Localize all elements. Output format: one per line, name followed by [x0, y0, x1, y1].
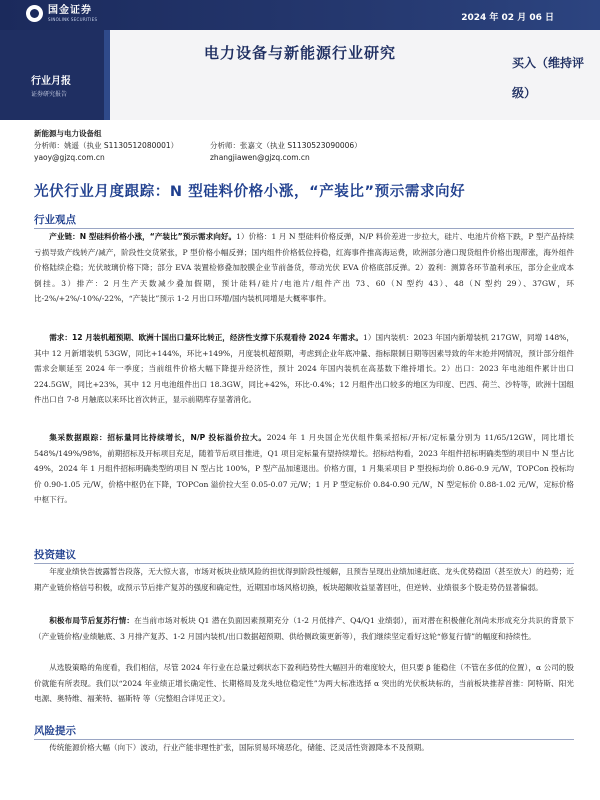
paragraph-lead: 产业链：N 型硅料价格小涨，“产装比”预示需求向好。 — [49, 232, 237, 241]
paragraph-lead: 集采数据跟踪：招标量同比持续增长，N/P 投标溢价拉大。 — [49, 433, 267, 442]
header-left-stripe — [104, 30, 110, 120]
paragraph-body: 在当前市场对板块 Q1 潜在负面因素预期充分（1-2 月低排产、Q4/Q1 业绩弱），而对潜在积极催化剂尚未形成充分共识的背景下（产业链价格/业绩触底、3 月排产复苏、1-2 月国内装机/出口数据超预期、供给侧政策更新等），我们继续坚定看好这轮“修复行情”的幅度和持续性。 — [34, 616, 575, 641]
logo-name-en: SINOLINK SECURITIES — [48, 16, 98, 22]
paragraph-lead: 积极布局节后复苏行情： — [49, 616, 135, 625]
paragraph-recovery — [34, 613, 574, 644]
paragraph-body: 1）价格：1 月 N 型硅料价格反弹，N/P 料价差进一步拉大，硅片、电池片价格下跌，P 型产品持续亏损导致产线转产/减产，阶段性交货紧张，P 型价格小幅反弹；国内组件价格低位持稳，红海事件推高海运费，欧洲部分港口现货组件价格出现滞涨，海外组件价格陆续企稳；光伏玻璃价格下降；部分 EVA 装置检修叠加胶膜企业节前备货，带动光伏 EVA 价格底部反弹。2）盈利：测算各环节盈利承压，部分企业成本倒挂。3）排产：2 月生产天数减少叠加假期，预计硅料/硅片/电池片/组件产出 73、60（N 型约 43）、48（N 型约 29）、37GW，环比-2%/+2%/-10%/-22%，“产装比”预示 1-2 月出口环增/国内装机同增是大概率事件。 — [34, 232, 575, 303]
sector-group: 新能源与电力设备组 — [34, 129, 102, 138]
section-investment — [34, 547, 574, 564]
paragraph-procurement — [34, 430, 574, 508]
report-type: 行业月报 — [31, 76, 71, 87]
paragraph-body: 传统能源价格大幅（向下）波动，行业产能非理性扩张，国际贸易环境恶化，储能、泛灵活性资源降本不及预期。 — [49, 743, 429, 752]
paragraph-lead: 需求：12 月装机超预期、欧洲十国出口量环比转正，经济性支撑下乐观看待 2024 年需求。 — [49, 333, 363, 342]
logo-icon — [26, 5, 43, 22]
section-title: 行业观点 — [34, 212, 574, 229]
paragraph-stock-picks — [34, 660, 574, 707]
rating-badge: 买入（维持评级） — [512, 56, 585, 100]
paragraph-body: 2024 年 1 月央国企光伏组件集采招标/开标/定标量分别为 11/65/12GW，同比增长 548%/149%/98%，前期招标及开标项目充足，随着节后项目推进，Q1 项目定标量有望持续增长。招标结构看，2023 年组件招标明确类型的项目中 N 型占比 49%，2024 年 1 月组件招标明确类型的项目 N 型占比 100%，P 型产品加速退出。价格方面，1 月集采项目 P 型投标均价 0.86-0.9 元/W，TOPCon 投标均价 0.90-1.05 元/W，价格中枢仍在下降，TOPCon 溢价拉大至 0.05-0.07 元/W；1 月 P 型定标价 0.84-0.90 元/W，N 型定标价 0.88-1.02 元/W，定标价格中枢下行。 — [34, 433, 574, 504]
paragraph-demand — [34, 330, 574, 408]
paragraph-body: 从选股策略的角度看，我们相信，尽管 2024 年行业在总量过剩状态下盈利趋势性大幅回升的难度较大，但只要 β 能稳住（不管在多低的位置），α 公司的股价就能有所表现。我们以“2024 年业绩正增长确定性、长期格局及龙头地位稳定性”为两大标准选择 α 突出的光伏板块标的，当前板块推荐首推：阿特斯、阳光电源、奥特维、福莱特、福斯特 等（完整组合详见正文）。 — [34, 663, 574, 703]
section-risk — [34, 723, 574, 740]
company-logo — [26, 5, 97, 22]
analyst-2-email[interactable]: zhangjiawen@gjzq.com.cn — [210, 153, 310, 162]
section-title: 风险提示 — [34, 723, 574, 740]
report-headline: 光伏行业月度跟踪：N 型硅料价格小涨，“产装比”预示需求向好 — [34, 184, 466, 200]
paragraph-supply-chain — [34, 229, 574, 307]
logo-name-cn: 国金证券 — [48, 4, 92, 16]
report-subtype: 证券研究报告 — [31, 91, 68, 98]
report-title: 电力设备与新能源行业研究 — [204, 44, 397, 62]
analyst-1-email[interactable]: yaoy@gjzq.com.cn — [34, 153, 105, 162]
section-industry-view — [34, 212, 574, 229]
paragraph-body: 年度业绩快告披露暂告段落，无大惊大喜，市场对板块业绩风险的担忧得到阶段性缓解，且预告呈现出业绩加速赶底、龙头优势稳固（甚至放大）的趋势；近期产业链价格信号积极，或预示节后排产复苏的强度和确定性，近期国市场风格切换，板块超额收益显著回吐，但逆转、业绩很多个股走势仍显著偏弱。 — [34, 567, 574, 592]
report-date: 2024 年 02 月 06 日 — [461, 13, 554, 23]
paragraph-body: 1）国内装机：2023 年国内新增装机 217GW，同增 148%，其中 12 月新增装机 53GW，同比+144%，环比+149%，月度装机超预期，考虑到企业年底冲量、指标限制日期等因素导致的年末抢并网情况，预计部分组件需求会顺延至 2024 年一季度；当前组件价格大幅下降提升经济性，预计 2024 年国内装机在高基数下维持增长。2）出口：2023 年电池组件累计出口 224.5GW，同比+23%，其中 12 月电池组件出口 18.3GW，同比+42%，环比-0.4%；12 月组件出口较多的地区为印度、巴西、荷兰、沙特等，欧洲十国组件出口自 7-8 月触底以来环比首次转正，显示前期库存显著消化。 — [34, 333, 574, 404]
section-title: 投资建议 — [34, 547, 574, 564]
analyst-2: 分析师：张嘉文（执业 S1130523090006） — [210, 141, 362, 150]
paragraph-earnings — [34, 564, 574, 595]
paragraph-risk — [34, 740, 574, 756]
analyst-1: 分析师：姚遥（执业 S1130512080001） — [34, 141, 179, 150]
